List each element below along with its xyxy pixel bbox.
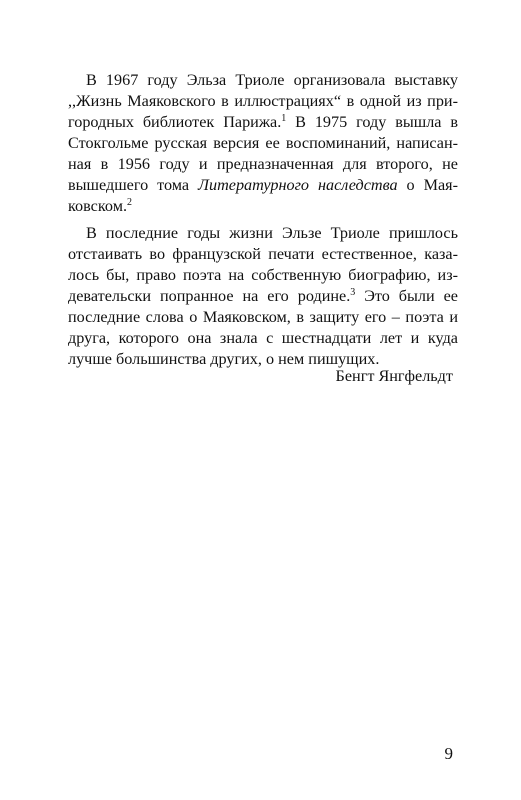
text-line: ковском.$^2$ (68, 197, 132, 215)
text-line: ,,Жизнь Маяковского в иллюстрациях“ в одной из при- (68, 92, 458, 110)
italic-title: Литературного наследства (198, 176, 398, 194)
text-line: Стокгольме русская версия ее воспоминаний, написан- (68, 134, 458, 152)
body-text (68, 70, 458, 376)
text-line: отстаивать во французской печати естественное, каза- (68, 245, 458, 263)
text-line: вышедшего тома Литературного наследства о Мая- (68, 176, 458, 194)
text-line: девательски попранное на его родине.$^3$ Это были ее (68, 287, 458, 305)
text-line: лось бы, право поэта на собственную биографию, из- (68, 266, 458, 284)
text-line: городных библиотек Парижа.$^1$ В 1975 году вышла в (68, 113, 458, 131)
text-line: В 1967 году Эльза Триоле организовала выставку (86, 71, 458, 89)
footnote-marker: 3 (350, 287, 356, 298)
author-signature: Бенгт Янгфельдт (335, 367, 453, 385)
text-line: лучше большинства других, о нем пишущих. (68, 350, 380, 368)
text-line: последние слова о Маяковском, в защиту его – поэта и (68, 308, 458, 326)
paragraph (68, 70, 458, 217)
paragraph (68, 223, 458, 370)
footnote-marker: 2 (127, 197, 132, 208)
footnote-marker: 1 (281, 113, 287, 124)
text-line: друга, которого она знала с шестнадцати лет и куда (68, 329, 458, 347)
text-line: В последние годы жизни Эльзе Триоле пришлось (86, 224, 458, 242)
text-line: ная в 1956 году и предназначенная для второго, не (68, 155, 458, 173)
page-number: 9 (444, 744, 453, 763)
